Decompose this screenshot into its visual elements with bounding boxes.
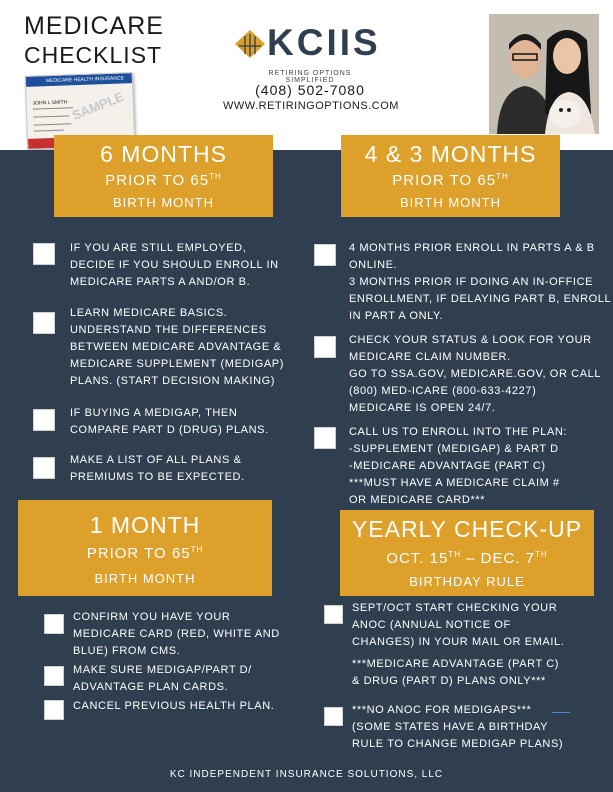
list-item: CALL US TO ENROLL INTO THE PLAN: -SUPPLEMENT (MEDIGAP) & PART D -MEDICARE ADVANTAGE (PART C) ***MUST HAVE A MEDICARE CLAIM # OR MEDICARE CARD*** bbox=[349, 426, 568, 506]
checkbox-six-months-3[interactable] bbox=[33, 409, 55, 431]
list-item: CONFIRM YOU HAVE YOUR MEDICARE CARD (RED, WHITE AND BLUE) FROM CMS. bbox=[73, 611, 280, 657]
banner-subtitle-2: BIRTH MONTH bbox=[112, 195, 215, 210]
list-item: CHECK YOUR STATUS & LOOK FOR YOUR MEDICARE CLAIM NUMBER. GO TO SSA.GOV, MEDICARE.GOV, OR CALL (800) MED-ICARE (800-633-4227) MEDICARE IS OPEN 24/7. bbox=[349, 334, 602, 414]
card-line bbox=[33, 107, 73, 109]
phone-number: (408) 502-7080 bbox=[255, 82, 365, 98]
banner-yearly-checkup bbox=[340, 510, 594, 596]
banner-subtitle: PRIOR TO 65TH bbox=[105, 172, 222, 189]
banner-subtitle: OCT. 15TH – DEC. 7TH bbox=[386, 550, 548, 567]
list-item: SEPT/OCT START CHECKING YOUR ANOC (ANNUAL NOTICE OF CHANGES) IN YOUR MAIL OR EMAIL. bbox=[352, 602, 565, 648]
checkbox-one-month-2[interactable] bbox=[44, 666, 64, 686]
checkbox-six-months-1[interactable] bbox=[33, 243, 55, 265]
checkbox-yearly-1[interactable] bbox=[324, 605, 343, 624]
page-header bbox=[0, 0, 613, 150]
logo-tagline: RETIRING OPTIONS SIMPLIFIED bbox=[268, 70, 352, 84]
checkbox-six-months-4[interactable] bbox=[33, 457, 55, 479]
checkbox-four-three-2[interactable] bbox=[314, 336, 336, 358]
list-item-note: ***MEDICARE ADVANTAGE (PART C) & DRUG (PART D) PLANS ONLY*** bbox=[352, 658, 560, 687]
banner-heading: 6 MONTHS bbox=[100, 141, 227, 167]
decorative-underline bbox=[552, 712, 570, 713]
footer-company-name: KC INDEPENDENT INSURANCE SOLUTIONS, LLC bbox=[169, 769, 444, 780]
checkbox-one-month-3[interactable] bbox=[44, 700, 64, 720]
list-item: CANCEL PREVIOUS HEALTH PLAN. bbox=[73, 700, 275, 712]
banner-subtitle-2: BIRTH MONTH bbox=[94, 571, 196, 586]
checkbox-six-months-2[interactable] bbox=[33, 312, 55, 334]
agents-photo bbox=[489, 14, 599, 134]
banner-one-month bbox=[18, 500, 272, 596]
card-line bbox=[33, 115, 69, 117]
logo-text: KCIIS bbox=[267, 22, 381, 63]
banner-four-three-months bbox=[341, 135, 560, 217]
list-item: IF BUYING A MEDIGAP, THEN COMPARE PART D (DRUG) PLANS. bbox=[70, 407, 269, 436]
banner-heading: 1 MONTH bbox=[89, 512, 201, 538]
list-item: MAKE SURE MEDIGAP/PART D/ ADVANTAGE PLAN CARDS. bbox=[73, 664, 252, 693]
checkbox-four-three-1[interactable] bbox=[314, 244, 336, 266]
card-watermark: SAMPLE bbox=[69, 88, 126, 123]
checkbox-one-month-1[interactable] bbox=[44, 614, 64, 634]
checkbox-yearly-2[interactable] bbox=[324, 707, 343, 726]
banner-heading: 4 & 3 MONTHS bbox=[364, 141, 537, 167]
card-line bbox=[34, 130, 64, 132]
banner-subtitle: PRIOR TO 65TH bbox=[392, 172, 509, 189]
banner-subtitle-2: BIRTH MONTH bbox=[399, 195, 502, 210]
title-line-1: MEDICARE bbox=[24, 12, 164, 40]
banner-subtitle: PRIOR TO 65TH bbox=[86, 545, 204, 562]
banner-heading: YEARLY CHECK-UP bbox=[351, 516, 583, 542]
website-link[interactable]: WWW.RETIRINGOPTIONS.COM bbox=[223, 100, 399, 112]
list-item: IF YOU ARE STILL EMPLOYED, DECIDE IF YOU SHOULD ENROLL IN MEDICARE PARTS A AND/OR B. bbox=[70, 242, 279, 288]
banner-subtitle-2: BIRTHDAY RULE bbox=[409, 574, 525, 589]
list-item: 4 MONTHS PRIOR ENROLL IN PARTS A & B ONLINE. 3 MONTHS PRIOR IF DOING AN IN-OFFICE ENROLLMENT, IF DELAYING PART B, ENROLL IN PART A ONLY. bbox=[349, 242, 612, 322]
card-header: MEDICARE HEALTH INSURANCE bbox=[26, 73, 132, 87]
card-line bbox=[33, 123, 71, 125]
list-item: ***NO ANOC FOR MEDIGAPS*** (SOME STATES HAVE A BIRTHDAY RULE TO CHANGE MEDIGAP PLANS) bbox=[352, 704, 564, 750]
banner-six-months bbox=[54, 135, 273, 217]
list-item: MAKE A LIST OF ALL PLANS & PREMIUMS TO BE EXPECTED. bbox=[70, 454, 245, 483]
checkbox-four-three-3[interactable] bbox=[314, 427, 336, 449]
list-item: LEARN MEDICARE BASICS. UNDERSTAND THE DIFFERENCES BETWEEN MEDICARE ADVANTAGE & MEDICARE SUPPLEMENT (MEDIGAP) PLANS. (START DECISION MAKING) bbox=[70, 307, 285, 387]
title-line-2: CHECKLIST bbox=[24, 42, 163, 68]
card-name: JOHN L SMITH bbox=[32, 99, 68, 107]
